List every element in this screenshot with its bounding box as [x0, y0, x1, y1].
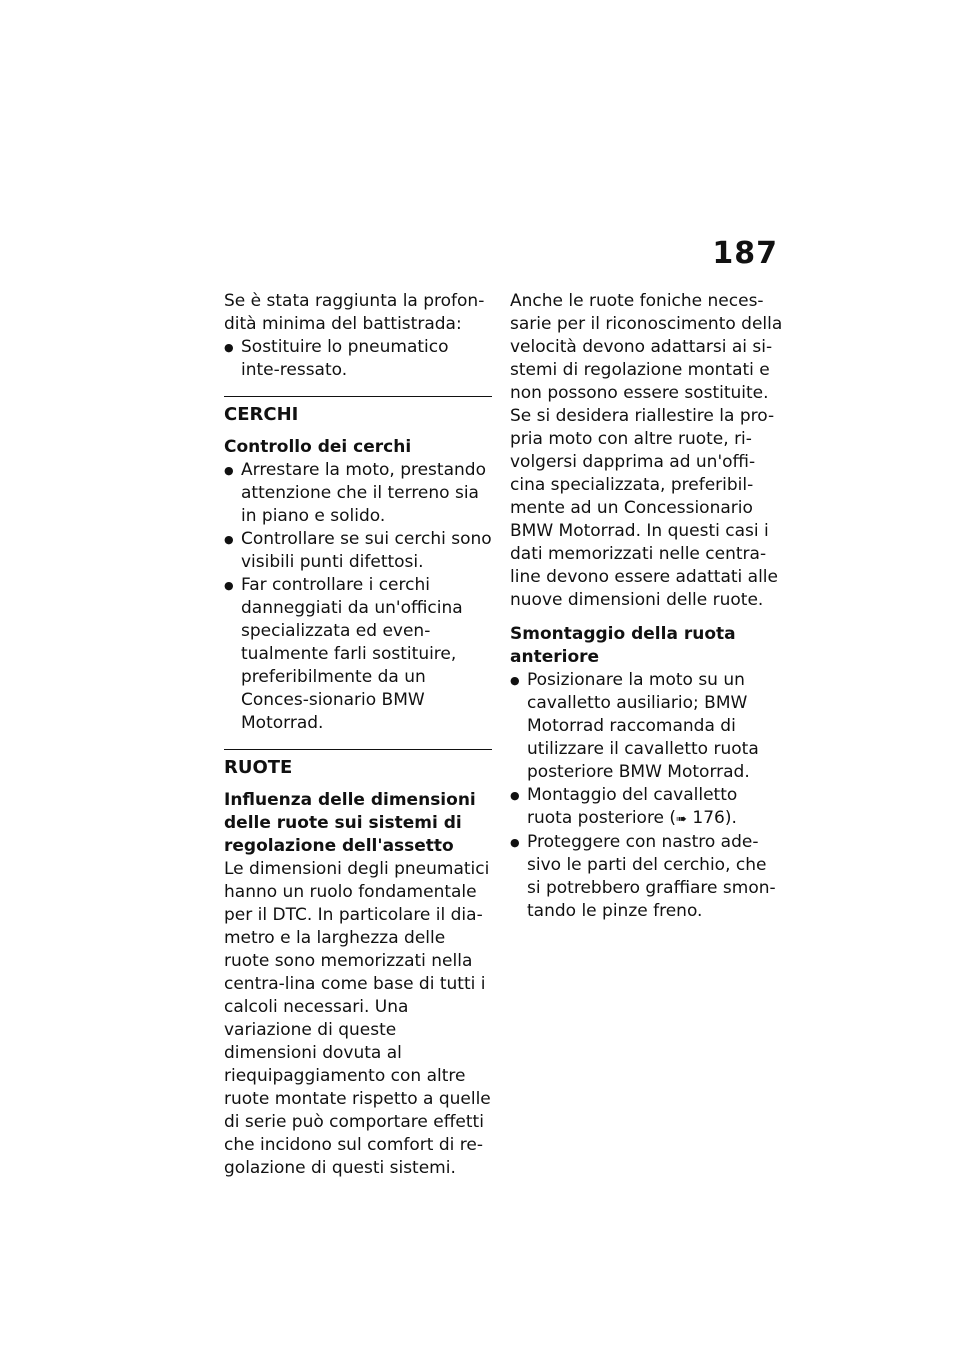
- page-reference-link[interactable]: 176).: [692, 808, 737, 828]
- subtitle-controllo-cerchi: Controllo dei cerchi: [224, 437, 412, 457]
- list-item: ● Far controllare i cerchi danneggiati da un'officina specializzata ed even-tualmente farli sostituire, preferibilmente da un Conces-sionario BMW Motorrad.: [224, 574, 492, 735]
- list-item: ● Arrestare la moto, prestando attenzione che il terreno sia in piano e solido.: [224, 459, 492, 528]
- right-column: [510, 290, 785, 923]
- page-reference-arrow-icon: ➠: [676, 812, 687, 827]
- subtitle-smontaggio-ruota: Smontaggio della ruota anteriore: [510, 624, 736, 667]
- subtitle-influenza-dimensioni: Influenza delle dimensioni delle ruote sui sistemi di regolazione dell'assetto: [224, 790, 476, 856]
- bullet-text: Montaggio del cavalletto ruota posteriore (: [527, 785, 738, 828]
- riallestire-paragraph: Se si desidera riallestire la pro-pria moto con altre ruote, ri-volgersi dapprima ad un'offi-cina specializzata, preferibil-mente ad un Concessionario BMW Motorrad. In questi casi i dati memorizzati nelle centra-line devono essere adattati alle nuove dimensioni delle ruote.: [510, 406, 778, 610]
- section-title-ruote: RUOTE: [224, 757, 293, 778]
- list-item: ● Sostituire lo pneumatico inte-ressato.: [224, 336, 492, 382]
- section-ruote: [224, 749, 492, 1180]
- ruote-paragraph: Le dimensioni degli pneumatici hanno un ruolo fondamentale per il DTC. In particolare il dia-metro e la larghezza delle ruote sono memorizzati nella centra-lina come base di tutti i calcoli necessari. Una variazione di queste dimensioni dovuta al riequipaggiamento con altre ruote montate rispetto a quelle di serie può comportare effetti che incidono sul comfort di re-golazione di questi sistemi.: [224, 859, 491, 1178]
- list-item: ● Controllare se sui cerchi sono visibili punti difettosi.: [224, 528, 492, 574]
- list-item: [510, 784, 785, 831]
- tread-depth-intro: Se è stata raggiunta la profon-dità minima del battistrada:: [224, 291, 485, 334]
- tread-depth-bullets: [224, 336, 492, 382]
- smontaggio-bullets: [510, 669, 785, 923]
- ruote-foniche-paragraph: Anche le ruote foniche neces-sarie per il riconoscimento della velocità devono adattarsi ai si-stemi di regolazione montati e non possono essere sostituite.: [510, 291, 783, 403]
- list-item: ● Proteggere con nastro ade-sivo le parti del cerchio, che si potrebbero graffiare smon-tando le pinze freno.: [510, 831, 785, 923]
- list-item: ● Posizionare la moto su un cavalletto ausiliario; BMW Motorrad raccomanda di utilizzare il cavalletto ruota posteriore BMW Motorrad.: [510, 669, 785, 784]
- page-number: 187: [712, 236, 778, 271]
- left-column: [224, 290, 492, 1180]
- section-cerchi: [224, 396, 492, 735]
- section-title-cerchi: CERCHI: [224, 404, 299, 425]
- cerchi-bullets: [224, 459, 492, 735]
